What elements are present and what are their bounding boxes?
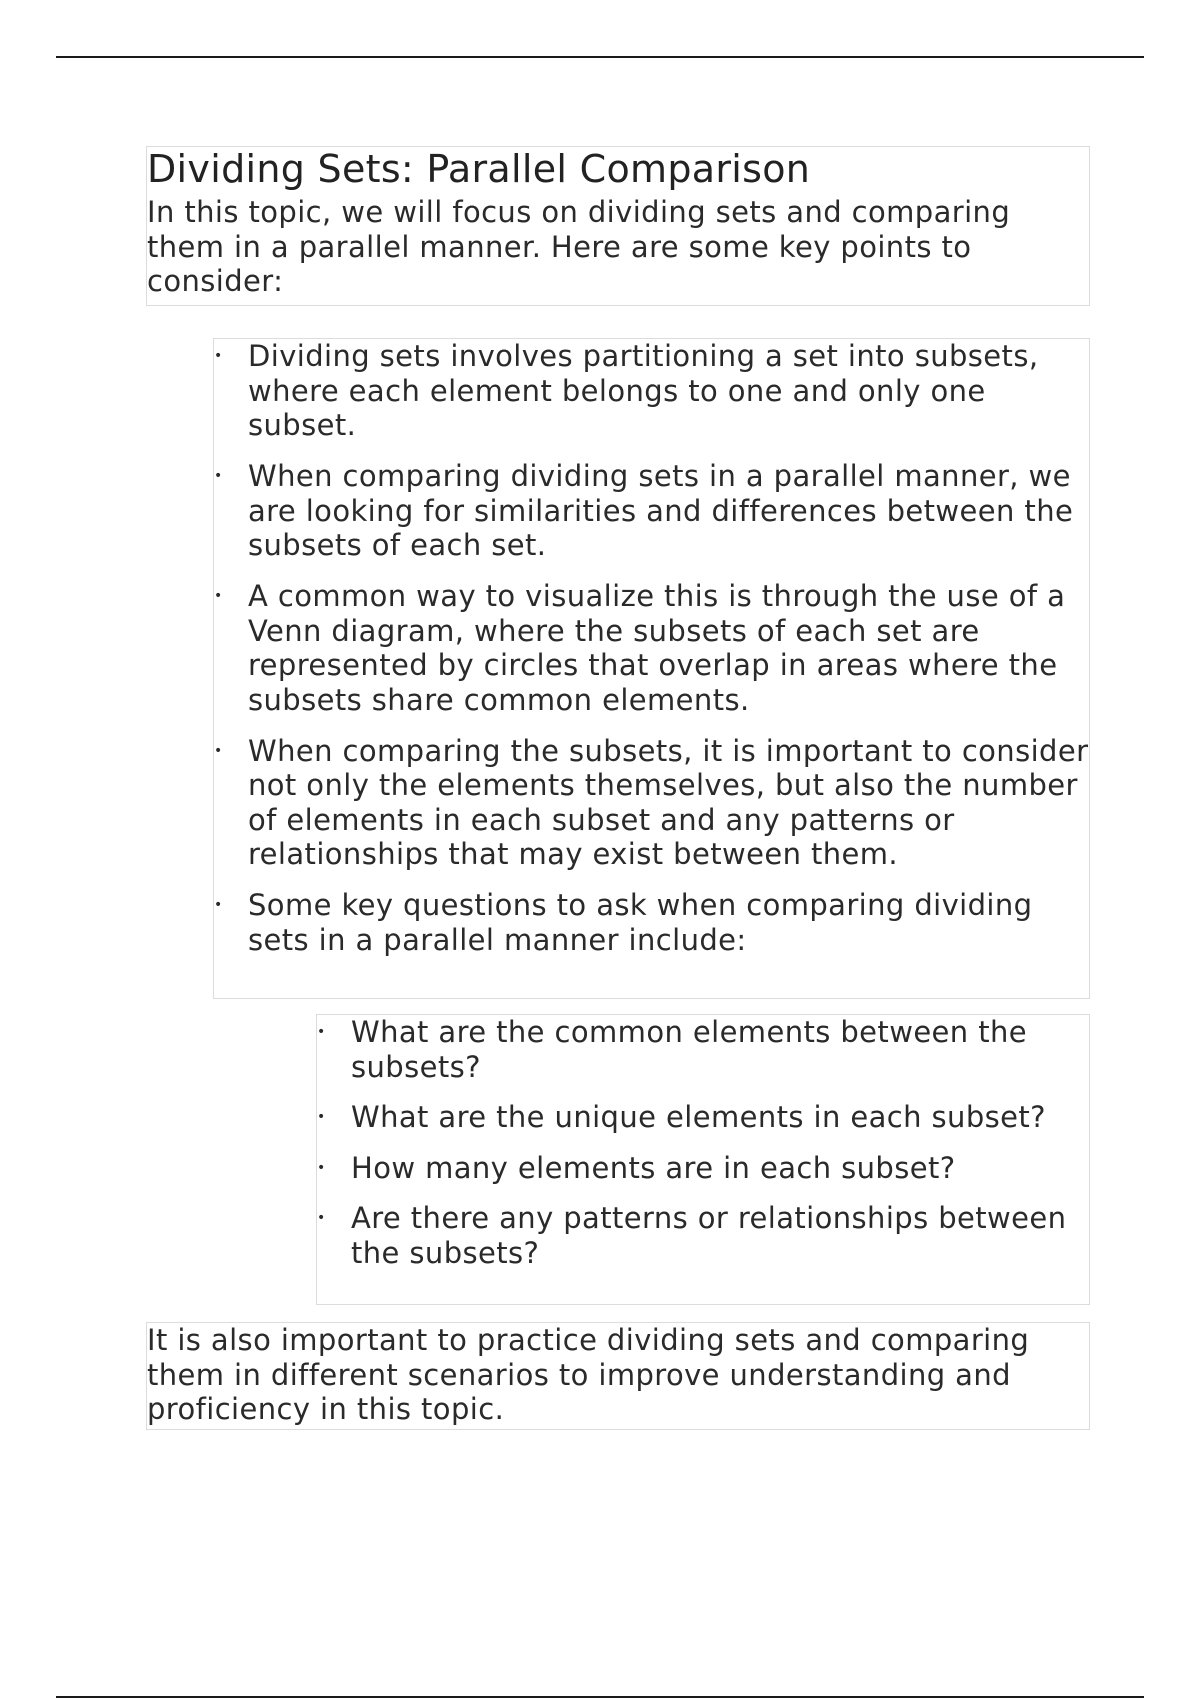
bullet-icon: • xyxy=(317,1024,326,1040)
list-item xyxy=(317,1150,1089,1186)
list-item-text: What are the unique elements in each subset? xyxy=(351,1100,1046,1134)
list-item xyxy=(214,459,1089,563)
closing-paragraph: It is also important to practice dividing sets and comparing them in different scenarios to improve understanding and proficiency in this topic. xyxy=(147,1323,1030,1426)
list-item-text: A common way to visualize this is through the use of a Venn diagram, where the subsets of each set are represented by circles that overlap in areas where the subsets share common elements. xyxy=(248,579,1066,717)
list-item xyxy=(317,1015,1089,1084)
bullet-icon: • xyxy=(317,1109,326,1125)
list-item-text: How many elements are in each subset? xyxy=(351,1150,956,1185)
list-item-text: When comparing the subsets, it is important to consider not only the elements themselves, but also the number of elements in each subset and any patterns or relationships that may exist between them. xyxy=(248,733,1089,871)
list-item-text: Are there any patterns or relationships between the subsets? xyxy=(351,1201,1067,1270)
bullet-icon: • xyxy=(214,897,223,913)
bullet-icon: • xyxy=(317,1210,326,1226)
list-item xyxy=(317,1201,1089,1270)
key-points-section xyxy=(213,338,1090,999)
bullet-icon: • xyxy=(214,348,223,364)
list-item xyxy=(317,1100,1089,1135)
bullet-icon: • xyxy=(214,588,223,604)
bullet-icon: • xyxy=(317,1159,326,1176)
list-item-text: When comparing dividing sets in a parallel manner, we are looking for similarities and differences between the subsets of each set. xyxy=(248,459,1074,562)
page-title: Dividing Sets: Parallel Comparison xyxy=(147,147,811,191)
list-item xyxy=(214,733,1089,872)
closing-section xyxy=(146,1322,1090,1430)
bottom-rule xyxy=(56,1696,1144,1698)
list-item-text: What are the common elements between the subsets? xyxy=(351,1015,1027,1084)
list-item xyxy=(214,888,1089,957)
questions-list xyxy=(317,1015,1089,1270)
bullet-icon: • xyxy=(214,468,223,484)
list-item xyxy=(214,339,1089,443)
header-section xyxy=(146,146,1090,306)
top-rule xyxy=(56,56,1144,58)
questions-section xyxy=(316,1014,1090,1305)
list-item-text: Dividing sets involves partitioning a set into subsets, where each element belongs to one and only one subset. xyxy=(248,339,1039,442)
key-points-list xyxy=(214,339,1089,957)
list-item xyxy=(214,579,1089,717)
list-item-text: Some key questions to ask when comparing dividing sets in a parallel manner include: xyxy=(248,888,1033,957)
intro-paragraph: In this topic, we will focus on dividing sets and comparing them in a parallel manner. Here are some key points to consider: xyxy=(147,195,1011,298)
bullet-icon: • xyxy=(214,742,223,759)
